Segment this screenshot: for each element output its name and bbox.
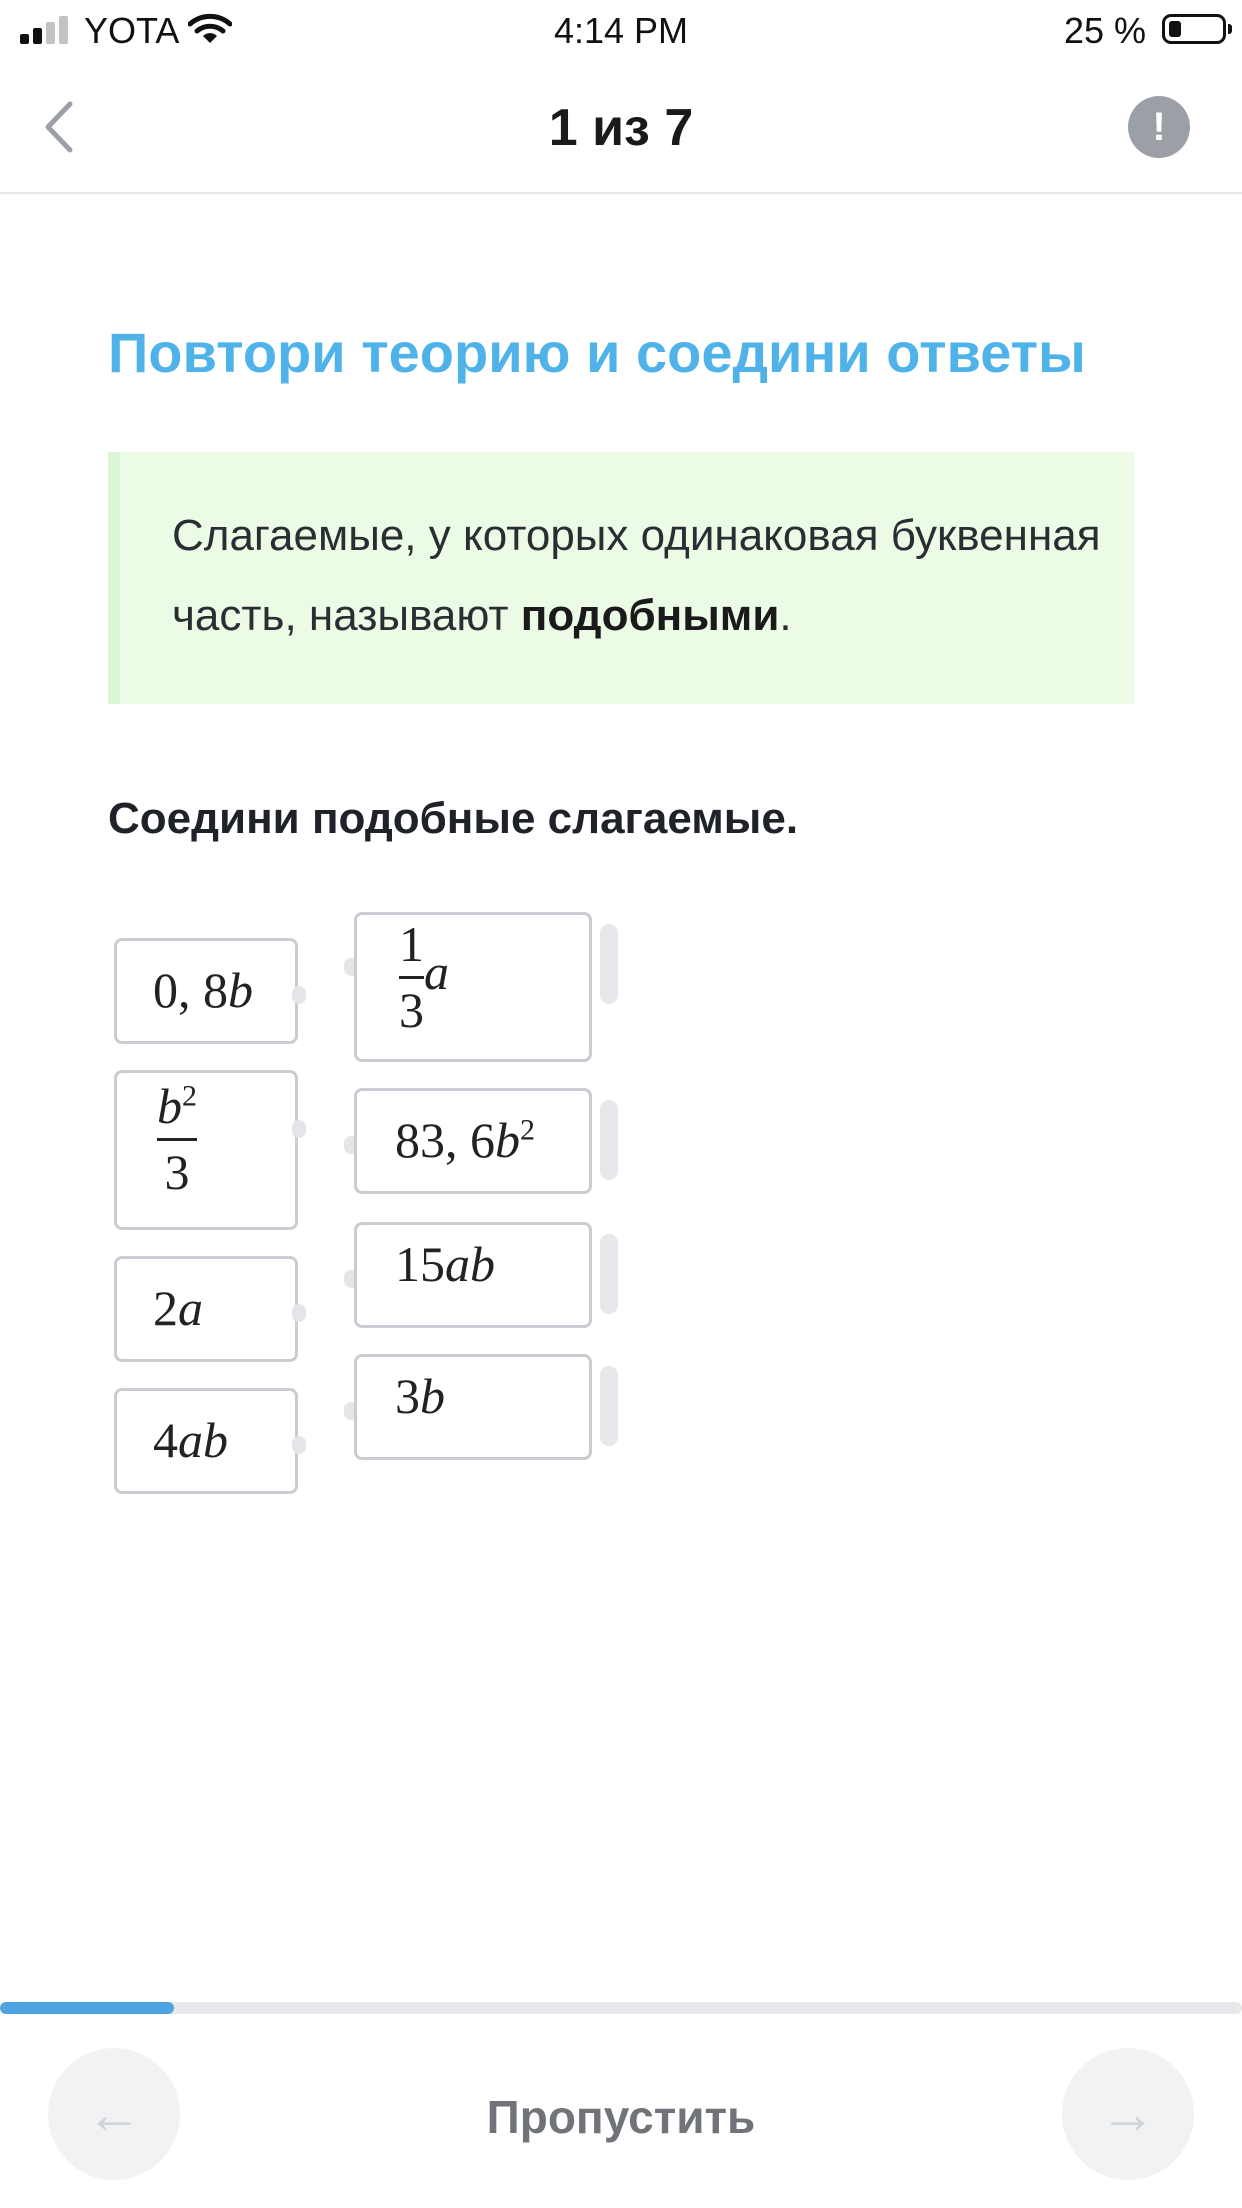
coefficient: 3 (395, 1368, 420, 1424)
theory-text-end: . (779, 591, 792, 640)
denominator: 3 (164, 1144, 190, 1200)
header-divider (0, 192, 1242, 194)
drag-handle-4[interactable] (600, 1366, 618, 1446)
left-connector-1[interactable] (292, 986, 306, 1004)
fraction (157, 1079, 197, 1200)
task-instruction: Соедини подобные слагаемые. (108, 794, 799, 843)
theory-text-bold: подобными (520, 591, 780, 640)
numerator-exponent: 2 (182, 1079, 197, 1113)
right-item-1[interactable] (354, 912, 592, 1062)
carrier-label: YOTA (84, 10, 180, 51)
variable: a (178, 1280, 203, 1336)
coefficient: 83, 6 (395, 1112, 495, 1168)
status-time: 4:14 PM (553, 10, 689, 51)
progress-bar (0, 2002, 1242, 2014)
drag-handle-1[interactable] (600, 924, 618, 1004)
coefficient: 2 (153, 1280, 178, 1336)
status-bar (0, 0, 1242, 62)
variable: ab (445, 1236, 495, 1292)
skip-button[interactable]: Пропустить (486, 2091, 756, 2143)
right-item-4[interactable] (354, 1354, 592, 1460)
fraction (399, 917, 424, 1038)
section-heading: Повтори теорию и соедини ответы (108, 321, 1086, 384)
numerator: 1 (399, 916, 424, 972)
battery-icon (1162, 14, 1226, 44)
left-item-3[interactable] (114, 1256, 298, 1362)
next-button[interactable]: → (1062, 2048, 1194, 2180)
denominator: 3 (399, 982, 424, 1038)
drag-handle-2[interactable] (600, 1100, 618, 1180)
battery-percent: 25 % (1063, 10, 1146, 51)
theory-text (172, 496, 1112, 656)
coefficient: 15 (395, 1236, 445, 1292)
variable: b (420, 1368, 445, 1424)
drag-handle-3[interactable] (600, 1234, 618, 1314)
left-connector-2[interactable] (292, 1120, 306, 1138)
left-connector-3[interactable] (292, 1304, 306, 1322)
page-title: 1 из 7 (548, 99, 694, 157)
theory-card (108, 452, 1134, 704)
right-item-3[interactable] (354, 1222, 592, 1328)
alert-icon[interactable]: ! (1128, 96, 1190, 158)
exponent: 2 (520, 1113, 535, 1147)
variable: ab (178, 1412, 228, 1468)
right-item-2[interactable] (354, 1088, 592, 1194)
variable: a (424, 943, 449, 1000)
coefficient: 4 (153, 1412, 178, 1468)
theory-text-plain: Слагаемые, у которых одинаковая буквенная часть, называют (172, 511, 1101, 640)
variable: b (228, 962, 253, 1018)
left-item-4[interactable] (114, 1388, 298, 1494)
left-item-1[interactable] (114, 938, 298, 1044)
progress-fill (0, 2002, 174, 2014)
variable: b (495, 1112, 520, 1168)
coefficient: 0, 8 (153, 962, 228, 1018)
numerator-variable: b (157, 1078, 182, 1134)
left-item-2[interactable] (114, 1070, 298, 1230)
prev-button[interactable]: ← (48, 2048, 180, 2180)
left-connector-4[interactable] (292, 1436, 306, 1454)
